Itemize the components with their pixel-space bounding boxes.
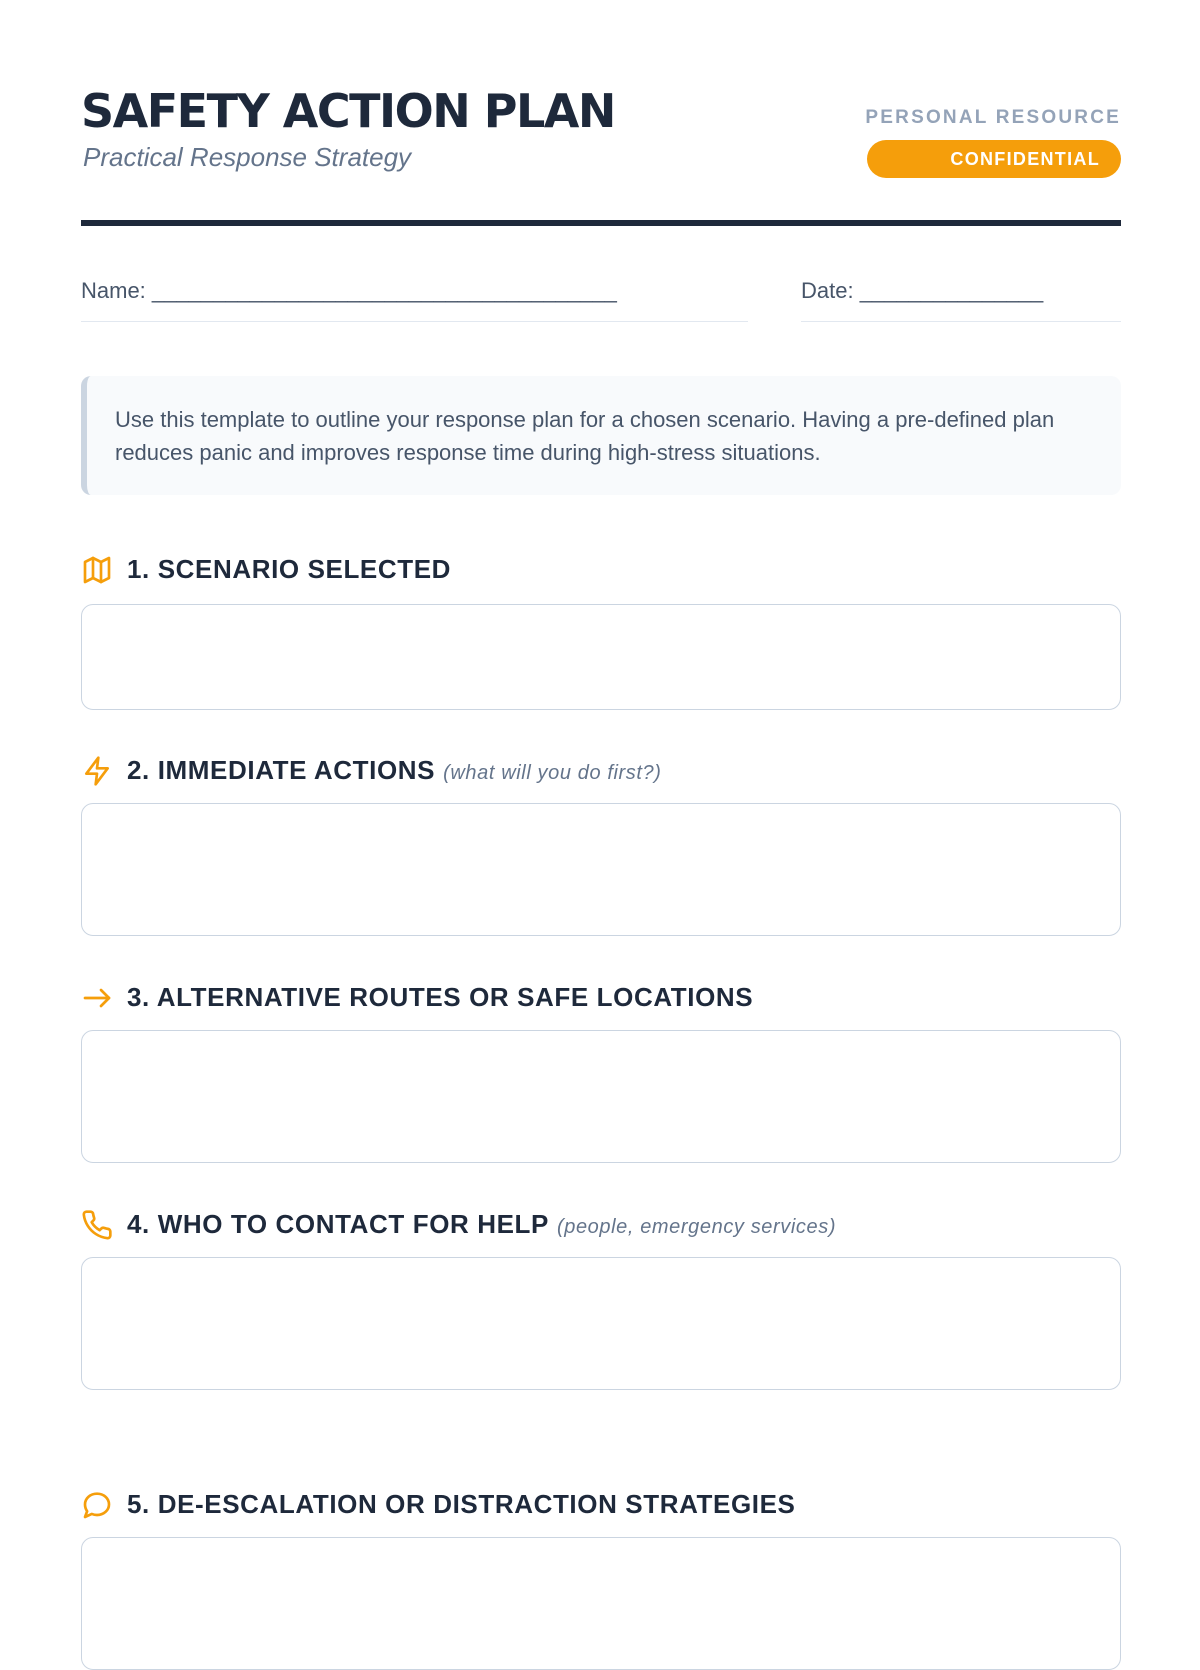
arrow-right-icon <box>81 982 113 1014</box>
scenario-input-box[interactable] <box>81 604 1121 710</box>
section-title <box>127 554 459 585</box>
section-header <box>81 753 1121 789</box>
section-title-text: 5. DE-ESCALATION OR DISTRACTION STRATEGIES <box>127 1489 796 1519</box>
de-escalation-input-box[interactable] <box>81 1537 1121 1670</box>
resource-label: PERSONAL RESOURCE <box>865 107 1121 128</box>
section-immediate-actions <box>81 753 1121 937</box>
immediate-actions-input-box[interactable] <box>81 803 1121 936</box>
lightning-icon <box>81 755 113 787</box>
page-title: SAFETY ACTION PLAN <box>81 84 615 138</box>
section-title-text: 2. IMMEDIATE ACTIONS <box>127 755 436 785</box>
section-title <box>127 1489 803 1520</box>
section-title-text: 4. WHO TO CONTACT FOR HELP <box>127 1209 549 1239</box>
section-de-escalation <box>81 1487 1121 1600</box>
section-header <box>81 1207 1121 1243</box>
section-scenario <box>81 552 1121 712</box>
alternative-routes-input-box[interactable] <box>81 1030 1121 1163</box>
confidential-badge: CONFIDENTIAL <box>867 140 1121 178</box>
speech-bubble-icon <box>81 1489 113 1521</box>
contacts-input-box[interactable] <box>81 1257 1121 1390</box>
section-header <box>81 552 1121 588</box>
name-field[interactable]: Name: ______________________________________ <box>81 278 748 322</box>
section-header <box>81 980 1121 1016</box>
page-subtitle: Practical Response Strategy <box>83 142 412 172</box>
section-title-text: 1. SCENARIO SELECTED <box>127 554 452 584</box>
section-hint: (what will you do first?) <box>443 762 662 784</box>
phone-icon <box>81 1209 113 1241</box>
document-header <box>81 80 1121 230</box>
section-alternative-routes <box>81 980 1121 1164</box>
section-title <box>127 982 761 1013</box>
meta-fields <box>81 278 1121 322</box>
header-meta <box>865 107 1121 178</box>
section-contacts <box>81 1207 1121 1391</box>
date-field[interactable]: Date: _______________ <box>801 278 1121 322</box>
map-icon <box>81 554 113 586</box>
intro-callout: Use this template to outline your response plan for a chosen scenario. Having a pre-defined plan reduces panic and improves response time during high-stress situations. <box>81 376 1121 495</box>
section-header <box>81 1487 1121 1523</box>
section-hint: (people, emergency services) <box>556 1216 837 1238</box>
section-title-text: 3. ALTERNATIVE ROUTES OR SAFE LOCATIONS <box>127 982 754 1012</box>
section-title <box>127 1209 836 1240</box>
section-title <box>127 755 662 786</box>
header-divider <box>81 220 1121 226</box>
